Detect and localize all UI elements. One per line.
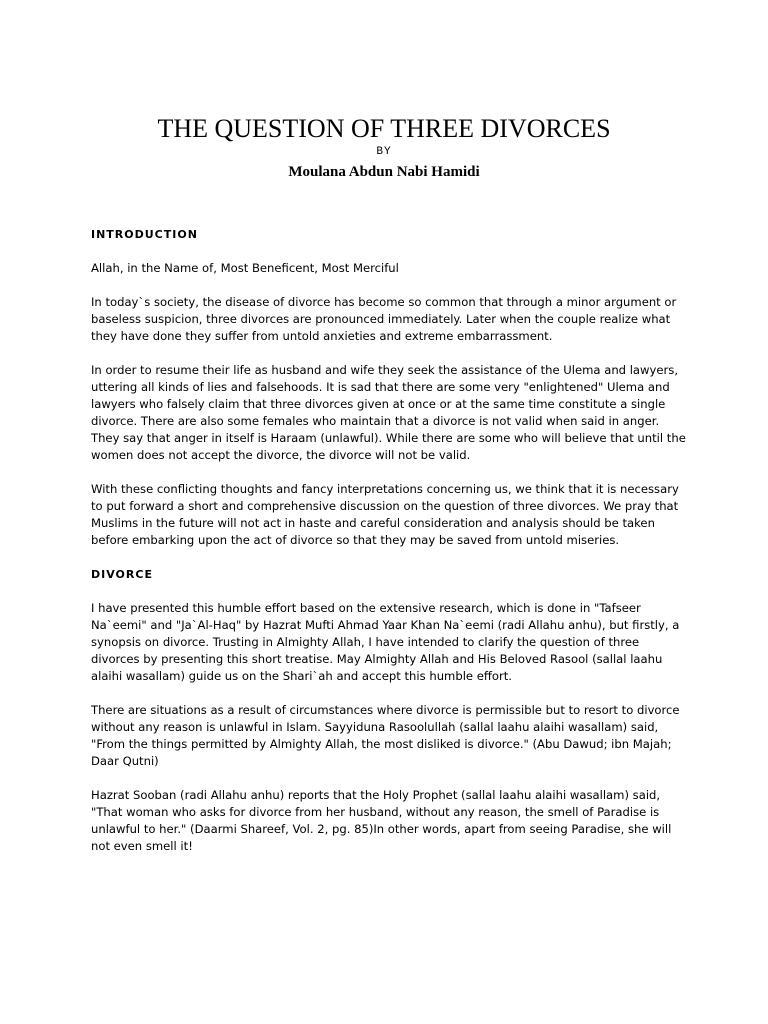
intro-paragraph-2: In today`s society, the disease of divorce has become so common that through a minor argument or baseless suspicion, three divorces are pronounced immediately. Later when the couple realize what they have done they suffer from untold anxieties and extreme embarrassment. bbox=[91, 295, 677, 343]
spacer bbox=[91, 345, 691, 362]
spacer bbox=[91, 277, 691, 294]
divorce-paragraph-3: Hazrat Sooban (radi Allahu anhu) reports that the Holy Prophet (sallal laahu alaihi wasallam) said, "That woman who asks for divorce from her husband, without any reason, the smell of Paradise is unlawful to her." (Daarmi Shareef, Vol. 2, pg. 85)In other words, apart from seeing Paradise, she will not even smell it! bbox=[91, 788, 672, 853]
divorce-paragraph-1: I have presented this humble effort based on the extensive research, which is done in "Tafseer Na`eemi" and "Ja`Al-Haq" by Hazrat Mufti Ahmad Yaar Khan Na`eemi (radi Allahu anhu), but firstly, a synopsis on divorce. Trusting in Almighty Allah, I have intended to clarify the question of three divorces by presenting this short treatise. May Almighty Allah and His Beloved Rasool (sallal laahu alaihi wasallam) guide us on the Shari`ah and accept this humble effort. bbox=[91, 601, 680, 683]
document-title: THE QUESTION OF THREE DIVORCES bbox=[157, 114, 611, 143]
document-body bbox=[91, 226, 691, 855]
spacer bbox=[91, 770, 691, 787]
spacer bbox=[91, 243, 691, 260]
divorce-heading: DIVORCE bbox=[91, 568, 153, 581]
introduction-heading: INTRODUCTION bbox=[91, 228, 198, 241]
spacer bbox=[91, 464, 691, 481]
spacer bbox=[91, 549, 691, 566]
divorce-paragraph-2: There are situations as a result of circumstances where divorce is permissible but to resort to divorce without any reason is unlawful in Islam. Sayyiduna Rasoolullah (sallal laahu alaihi wasallam) said, "From the things permitted by Almighty Allah, the most disliked is divorce." (Abu Dawud; ibn Majah; Daar Qutni) bbox=[91, 703, 680, 768]
spacer bbox=[91, 685, 691, 702]
intro-paragraph-1: Allah, in the Name of, Most Beneficent, Most Merciful bbox=[91, 261, 399, 275]
document-author: Moulana Abdun Nabi Hamidi bbox=[288, 164, 480, 180]
intro-paragraph-3: In order to resume their life as husband and wife they seek the assistance of the Ulema and lawyers, uttering all kinds of lies and falsehoods. It is sad that there are some very "enlightened" Ulema and lawyers who falsely claim that three divorces given at once or at the same time constitute a single divorce. There are also some females who maintain that a divorce is not valid when said in anger. They say that anger in itself is Haraam (unlawful). While there are some who will believe that until the women does not accept the divorce, the divorce will not be valid. bbox=[91, 363, 686, 462]
byline-by: BY bbox=[376, 146, 392, 158]
intro-paragraph-4: With these conflicting thoughts and fancy interpretations concerning us, we think that it is necessary to put forward a short and comprehensive discussion on the question of three divorces. We pray that Muslims in the future will not act in haste and careful consideration and analysis should be taken before embarking upon the act of divorce so that they may be saved from untold miseries. bbox=[91, 482, 679, 547]
spacer bbox=[91, 583, 691, 600]
